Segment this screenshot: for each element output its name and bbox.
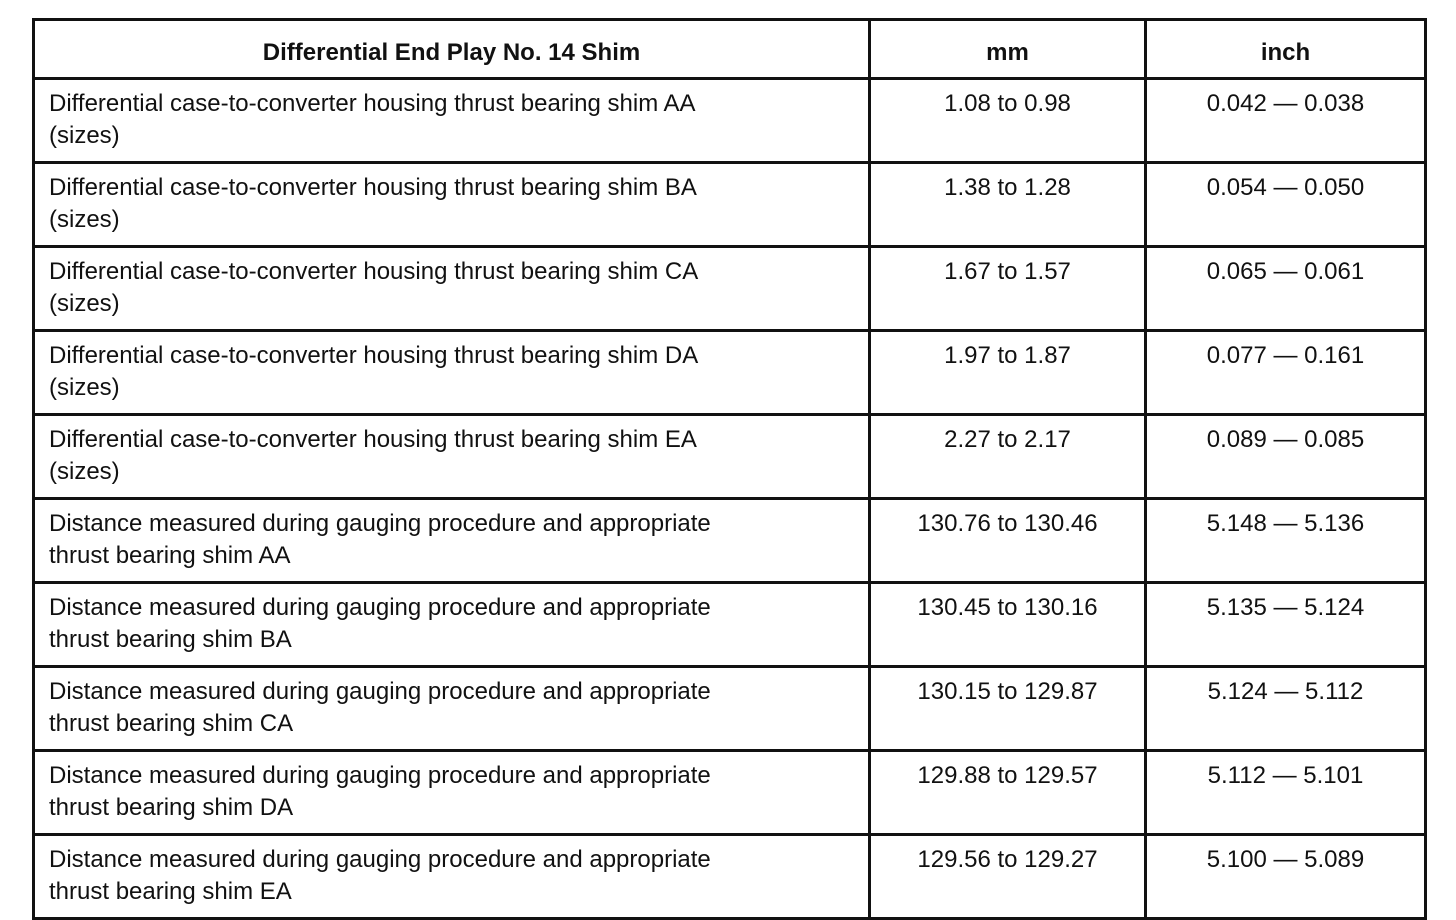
shim-spec-table bbox=[32, 18, 1427, 920]
description-cell bbox=[34, 835, 870, 919]
description-line: Differential case-to-converter housing thrust bearing shim CA bbox=[49, 258, 699, 285]
mm-cell: 1.67 to 1.57 bbox=[870, 247, 1146, 331]
header-mm: mm bbox=[870, 20, 1146, 79]
description-cell bbox=[34, 583, 870, 667]
header-row bbox=[34, 20, 1426, 79]
description-line: Differential case-to-converter housing thrust bearing shim AA bbox=[49, 90, 696, 117]
description-cell bbox=[34, 163, 870, 247]
inch-cell: 5.112 — 5.101 bbox=[1146, 751, 1426, 835]
description-cell bbox=[34, 415, 870, 499]
description-line: (sizes) bbox=[49, 290, 120, 317]
description-line: thrust bearing shim AA bbox=[49, 542, 291, 569]
inch-cell: 5.148 — 5.136 bbox=[1146, 499, 1426, 583]
header-inch: inch bbox=[1146, 20, 1426, 79]
description-cell bbox=[34, 751, 870, 835]
mm-cell: 1.08 to 0.98 bbox=[870, 79, 1146, 163]
description-cell bbox=[34, 667, 870, 751]
table-row bbox=[34, 499, 1426, 583]
description-line: thrust bearing shim CA bbox=[49, 710, 294, 737]
description-line: Differential case-to-converter housing thrust bearing shim DA bbox=[49, 342, 699, 369]
description-line: thrust bearing shim BA bbox=[49, 626, 292, 653]
description-line: (sizes) bbox=[49, 206, 120, 233]
description-line: thrust bearing shim DA bbox=[49, 794, 294, 821]
table-row bbox=[34, 415, 1426, 499]
inch-cell: 5.135 — 5.124 bbox=[1146, 583, 1426, 667]
description-line: Distance measured during gauging procedure and appropriate bbox=[49, 762, 711, 789]
table-row bbox=[34, 331, 1426, 415]
table-row bbox=[34, 667, 1426, 751]
inch-cell: 5.100 — 5.089 bbox=[1146, 835, 1426, 919]
table-row bbox=[34, 583, 1426, 667]
mm-cell: 130.76 to 130.46 bbox=[870, 499, 1146, 583]
description-line: Differential case-to-converter housing thrust bearing shim EA bbox=[49, 426, 697, 453]
description-line: (sizes) bbox=[49, 374, 120, 401]
table-body bbox=[34, 79, 1426, 919]
table-row bbox=[34, 247, 1426, 331]
description-line: thrust bearing shim EA bbox=[49, 878, 292, 905]
description-line: Distance measured during gauging procedure and appropriate bbox=[49, 846, 711, 873]
mm-cell: 1.97 to 1.87 bbox=[870, 331, 1146, 415]
description-cell bbox=[34, 331, 870, 415]
description-cell bbox=[34, 499, 870, 583]
table-row bbox=[34, 79, 1426, 163]
mm-cell: 130.45 to 130.16 bbox=[870, 583, 1146, 667]
description-line: (sizes) bbox=[49, 458, 120, 485]
description-line: Differential case-to-converter housing thrust bearing shim BA bbox=[49, 174, 697, 201]
inch-cell: 0.077 — 0.161 bbox=[1146, 331, 1426, 415]
inch-cell: 0.042 — 0.038 bbox=[1146, 79, 1426, 163]
header-description: Differential End Play No. 14 Shim bbox=[34, 20, 870, 79]
table-row bbox=[34, 751, 1426, 835]
description-cell bbox=[34, 79, 870, 163]
description-line: Distance measured during gauging procedure and appropriate bbox=[49, 510, 711, 537]
description-line: Distance measured during gauging procedure and appropriate bbox=[49, 594, 711, 621]
table-row bbox=[34, 163, 1426, 247]
inch-cell: 0.065 — 0.061 bbox=[1146, 247, 1426, 331]
mm-cell: 129.88 to 129.57 bbox=[870, 751, 1146, 835]
mm-cell: 129.56 to 129.27 bbox=[870, 835, 1146, 919]
inch-cell: 5.124 — 5.112 bbox=[1146, 667, 1426, 751]
description-line: (sizes) bbox=[49, 122, 120, 149]
table-row bbox=[34, 835, 1426, 919]
mm-cell: 2.27 to 2.17 bbox=[870, 415, 1146, 499]
inch-cell: 0.054 — 0.050 bbox=[1146, 163, 1426, 247]
description-cell bbox=[34, 247, 870, 331]
mm-cell: 130.15 to 129.87 bbox=[870, 667, 1146, 751]
description-line: Distance measured during gauging procedure and appropriate bbox=[49, 678, 711, 705]
mm-cell: 1.38 to 1.28 bbox=[870, 163, 1146, 247]
table-header bbox=[34, 20, 1426, 79]
inch-cell: 0.089 — 0.085 bbox=[1146, 415, 1426, 499]
